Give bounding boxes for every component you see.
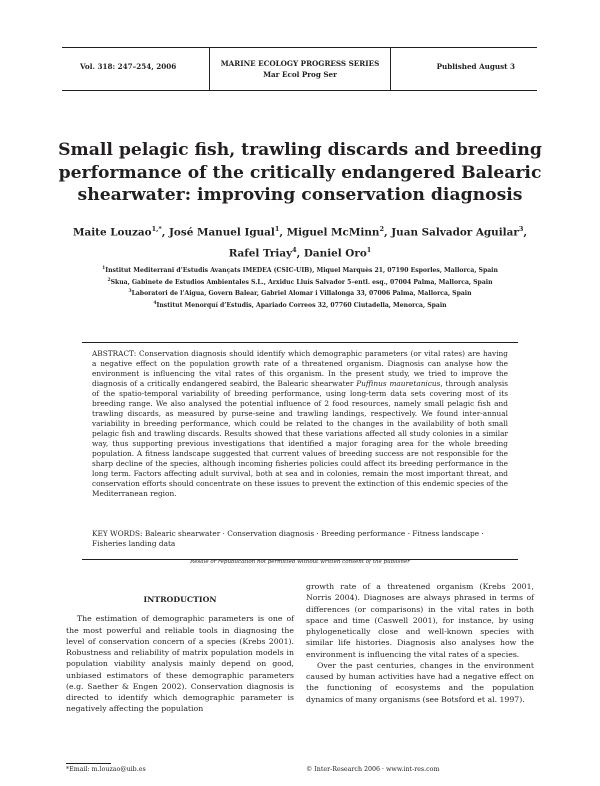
author-affil-sup: 1 [366,246,372,255]
volume-info: Vol. 318: 247–254, 2006 [80,62,177,71]
affiliation-sup: 3 [128,289,132,295]
author-name: Daniel Oro [303,247,367,260]
affiliation [40,264,560,276]
author-affil-sup: 2 [379,225,384,233]
section-heading: INTRODUCTION [143,595,217,604]
author-affil-sup: 1,* [151,225,162,233]
abstract-text: Conservation diagnosis should identify which demographic parameters (or vital rates) are having a negative effect on the population growth rate of a threatened organism. Diagnosis can analyse how the environment is influencing the vital rates of this organism. In the present study, we tried to improve the diagnosis of a critically endangered seabird, the Balearic shearwater [92,349,508,388]
author-separator: , [523,226,527,239]
affiliation-list [40,264,560,310]
author-name: José Manuel Igual [169,226,275,239]
affiliation-sup: 4 [153,300,157,306]
author-name: Miguel McMinn [286,226,380,239]
journal-abbrev: Mar Ecol Prog Ser [263,70,337,79]
abstract-text: , through analysis of the spatio-temporal variability of breeding performance, using long-term data sets covering most of its breeding range. We also analysed the potential influence of 2 food resources, namely small pelagic fish and trawling discards, as measured by purse-seine and trawling landings, respectively. We found inter-annual variability in breeding performance, which could be related to the changes in the availability of both small pelagic fish and trawling discards. Results showed that these variations affected all study colonies in a similar way, thus supporting previous investigations that identified a major foraging area for the whole breeding population. A fitness landscape suggested that current values of breeding success are not responsible for the sharp decline of the species, although incoming fisheries policies could affect its breeding performance in the long term. Factors affecting adult survival, both at sea and in colonies, remain the most important threat, and conservation efforts should concentrate on these issues to prevent the extinction of this endemic species of the Mediterranean region. [92,379,508,498]
published-date: Published August 3 [436,62,515,71]
copyright-notice: © Inter-Research 2006 · www.int-res.com [306,766,440,773]
footnote-email: *Email: m.louzao@uib.es [66,766,146,773]
affiliation [40,287,560,299]
author-name: Juan Salvador Aguilar [391,226,519,239]
affiliation-text: Skua, Gabinete de Estudios Ambientales S.L., Arxiduc Lluís Salvador 5–entl. esq., 07004 Palma, Mallorca, Spain [110,278,493,286]
affiliation-sup: 2 [107,277,111,283]
affiliation-text: Laboratori de l’Aigua, Govern Balear, Gabriel Alomar i Villalonga 33, 07006 Palma, Mallorca, Spain [131,290,472,298]
author-affil-sup: 4 [292,246,297,255]
journal-header [62,47,537,91]
paragraph: The estimation of demographic parameters is one of the most powerful and reliable tools in diagnosing the level of conservation concern of a species (Krebs 2001). Robustness and reliability of matrix population models in population viability analysis mainly depend on good, unbiased estimators of these demographic parameters (e.g. Saether & Engen 2002). Conservation diagnosis is directed to identify which demographic parameter is negatively affecting the population [66,614,294,714]
left-column [66,594,294,715]
author-line-1 [40,220,560,241]
right-column [306,581,534,705]
abstract [92,349,508,499]
paper-title [40,139,560,207]
title-line: Small pelagic fish, trawling discards and breeding [58,140,542,160]
author-affil-sup: 3 [518,225,524,233]
species-name: Puffinus mauretanicus [356,379,441,388]
affiliation [40,299,560,311]
footnote-rule [66,763,111,764]
author-affil-sup: 1 [274,225,280,233]
author-line-2 [40,241,560,262]
affiliation-text: Institut Menorquí d’Estudis, Apariado Correos 32, 07760 Ciutadella, Menorca, Spain [156,301,447,309]
author-name: Maite Louzao [73,226,152,239]
resale-notice: Resale or republication not permitted without written consent of the publisher [190,559,410,565]
journal-name: MARINE ECOLOGY PROGRESS SERIES [220,59,380,68]
abstract-box [82,342,518,560]
affiliation-sup: 1 [102,266,106,271]
author-separator: , [383,226,392,239]
title-line: shearwater: improving conservation diagnosis [77,185,523,205]
affiliation [40,276,560,288]
title-line: performance of the critically endangered Balearic [58,162,542,183]
keywords [92,529,508,549]
author-separator: , [279,226,287,239]
author-separator: , [296,247,304,260]
author-name: Rafel Triay [228,247,293,260]
author-list [40,220,560,263]
affiliation-text: Institut Mediterrani d’Estudis Avançats IMEDEA (CSIC-UIB), Miquel Marquès 21, 07190 Esporles, Mallorca, Spain [105,267,498,275]
paragraph: Over the past centuries, changes in the environment caused by human activities have had a negative effect on the functioning of ecosystems and the population dynamics of many organisms (see Botsford et al. 1997). [306,660,534,704]
journal-name-box [209,48,391,90]
abstract-label: ABSTRACT: [92,349,137,358]
keywords-text: Balearic shearwater · Conservation diagnosis · Breeding performance · Fitness landscape · Fisheries landing data [92,529,484,548]
paragraph: growth rate of a threatened organism (Krebs 2001, Norris 2004). Diagnoses are always phrased in terms of differences (or comparisons) in the vital rates in both space and time (Caswell 2001), for instance, by using phylogenetically close and well-known species with similar life histories. Diagnosis also analyses how the environment is influencing the vital rates of a species. [306,582,534,659]
author-separator: , [161,226,170,239]
keywords-label: KEY WORDS: [92,529,143,538]
